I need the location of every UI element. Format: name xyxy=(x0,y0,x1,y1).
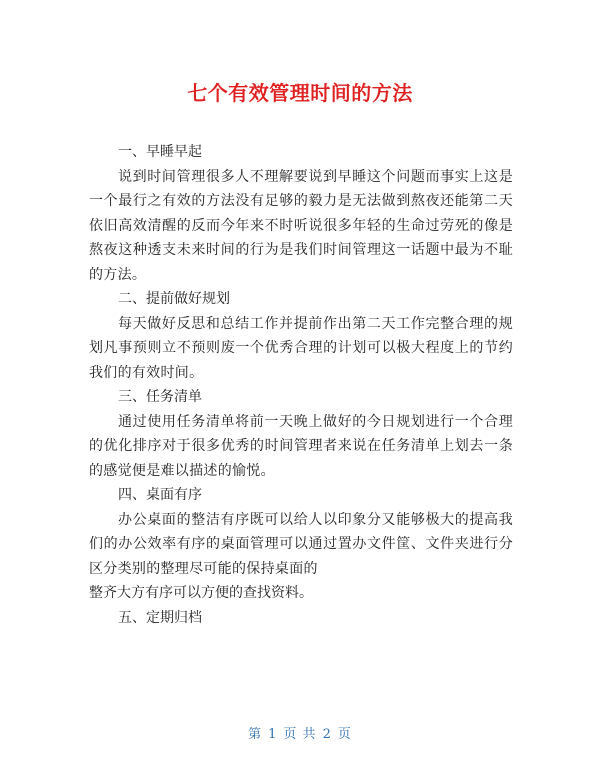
section-paragraph-4-continuation: 整齐大方有序可以方便的查找资料。 xyxy=(89,585,313,601)
section-paragraph-3: 通过使用任务清单将前一天晚上做好的今日规划进行一个合理的优化排序对于很多优秀的时间管理者来说在任务清单上划去一条的感觉便是难以描述的愉悦。 xyxy=(89,413,513,479)
section-heading-3: 三、任务清单 xyxy=(118,389,202,405)
section-paragraph-4: 办公桌面的整洁有序既可以给人以印象分又能够极大的提高我们的办公效率有序的桌面管理可以通过置办文件筐、文件夹进行分区分类别的整理尽可能的保持桌面的 xyxy=(89,511,513,577)
section-paragraph-1: 说到时间管理很多人不理解要说到早睡这个问题而事实上这是一个最行之有效的方法没有足够的毅力是无法做到熬夜还能第二天依旧高效清醒的反而今年来不时听说很多年轻的生命过劳死的像是熬夜这种透支未来时间的行为是我们时间管理这一话题中最为不耻的方法。 xyxy=(89,168,513,283)
footer-total-pages: 2 xyxy=(322,727,332,742)
footer-middle: 页 共 xyxy=(283,727,317,742)
footer-suffix: 页 xyxy=(337,727,352,742)
page-title: 七个有效管理时间的方法 xyxy=(187,81,413,105)
document-body xyxy=(89,140,513,630)
section-heading-2: 二、提前做好规划 xyxy=(118,291,230,307)
section-heading-4: 四、桌面有序 xyxy=(118,487,202,503)
footer-prefix: 第 xyxy=(248,727,263,742)
section-paragraph-2: 每天做好反思和总结工作并提前作出第二天工作完整合理的规划凡事预则立不预则废一个优秀合理的计划可以极大程度上的节约我们的有效时间。 xyxy=(89,315,513,381)
footer-page-number: 1 xyxy=(268,727,278,742)
section-heading-1: 一、早睡早起 xyxy=(118,144,202,160)
page-number-footer xyxy=(0,723,600,742)
section-heading-5: 五、定期归档 xyxy=(118,609,202,626)
